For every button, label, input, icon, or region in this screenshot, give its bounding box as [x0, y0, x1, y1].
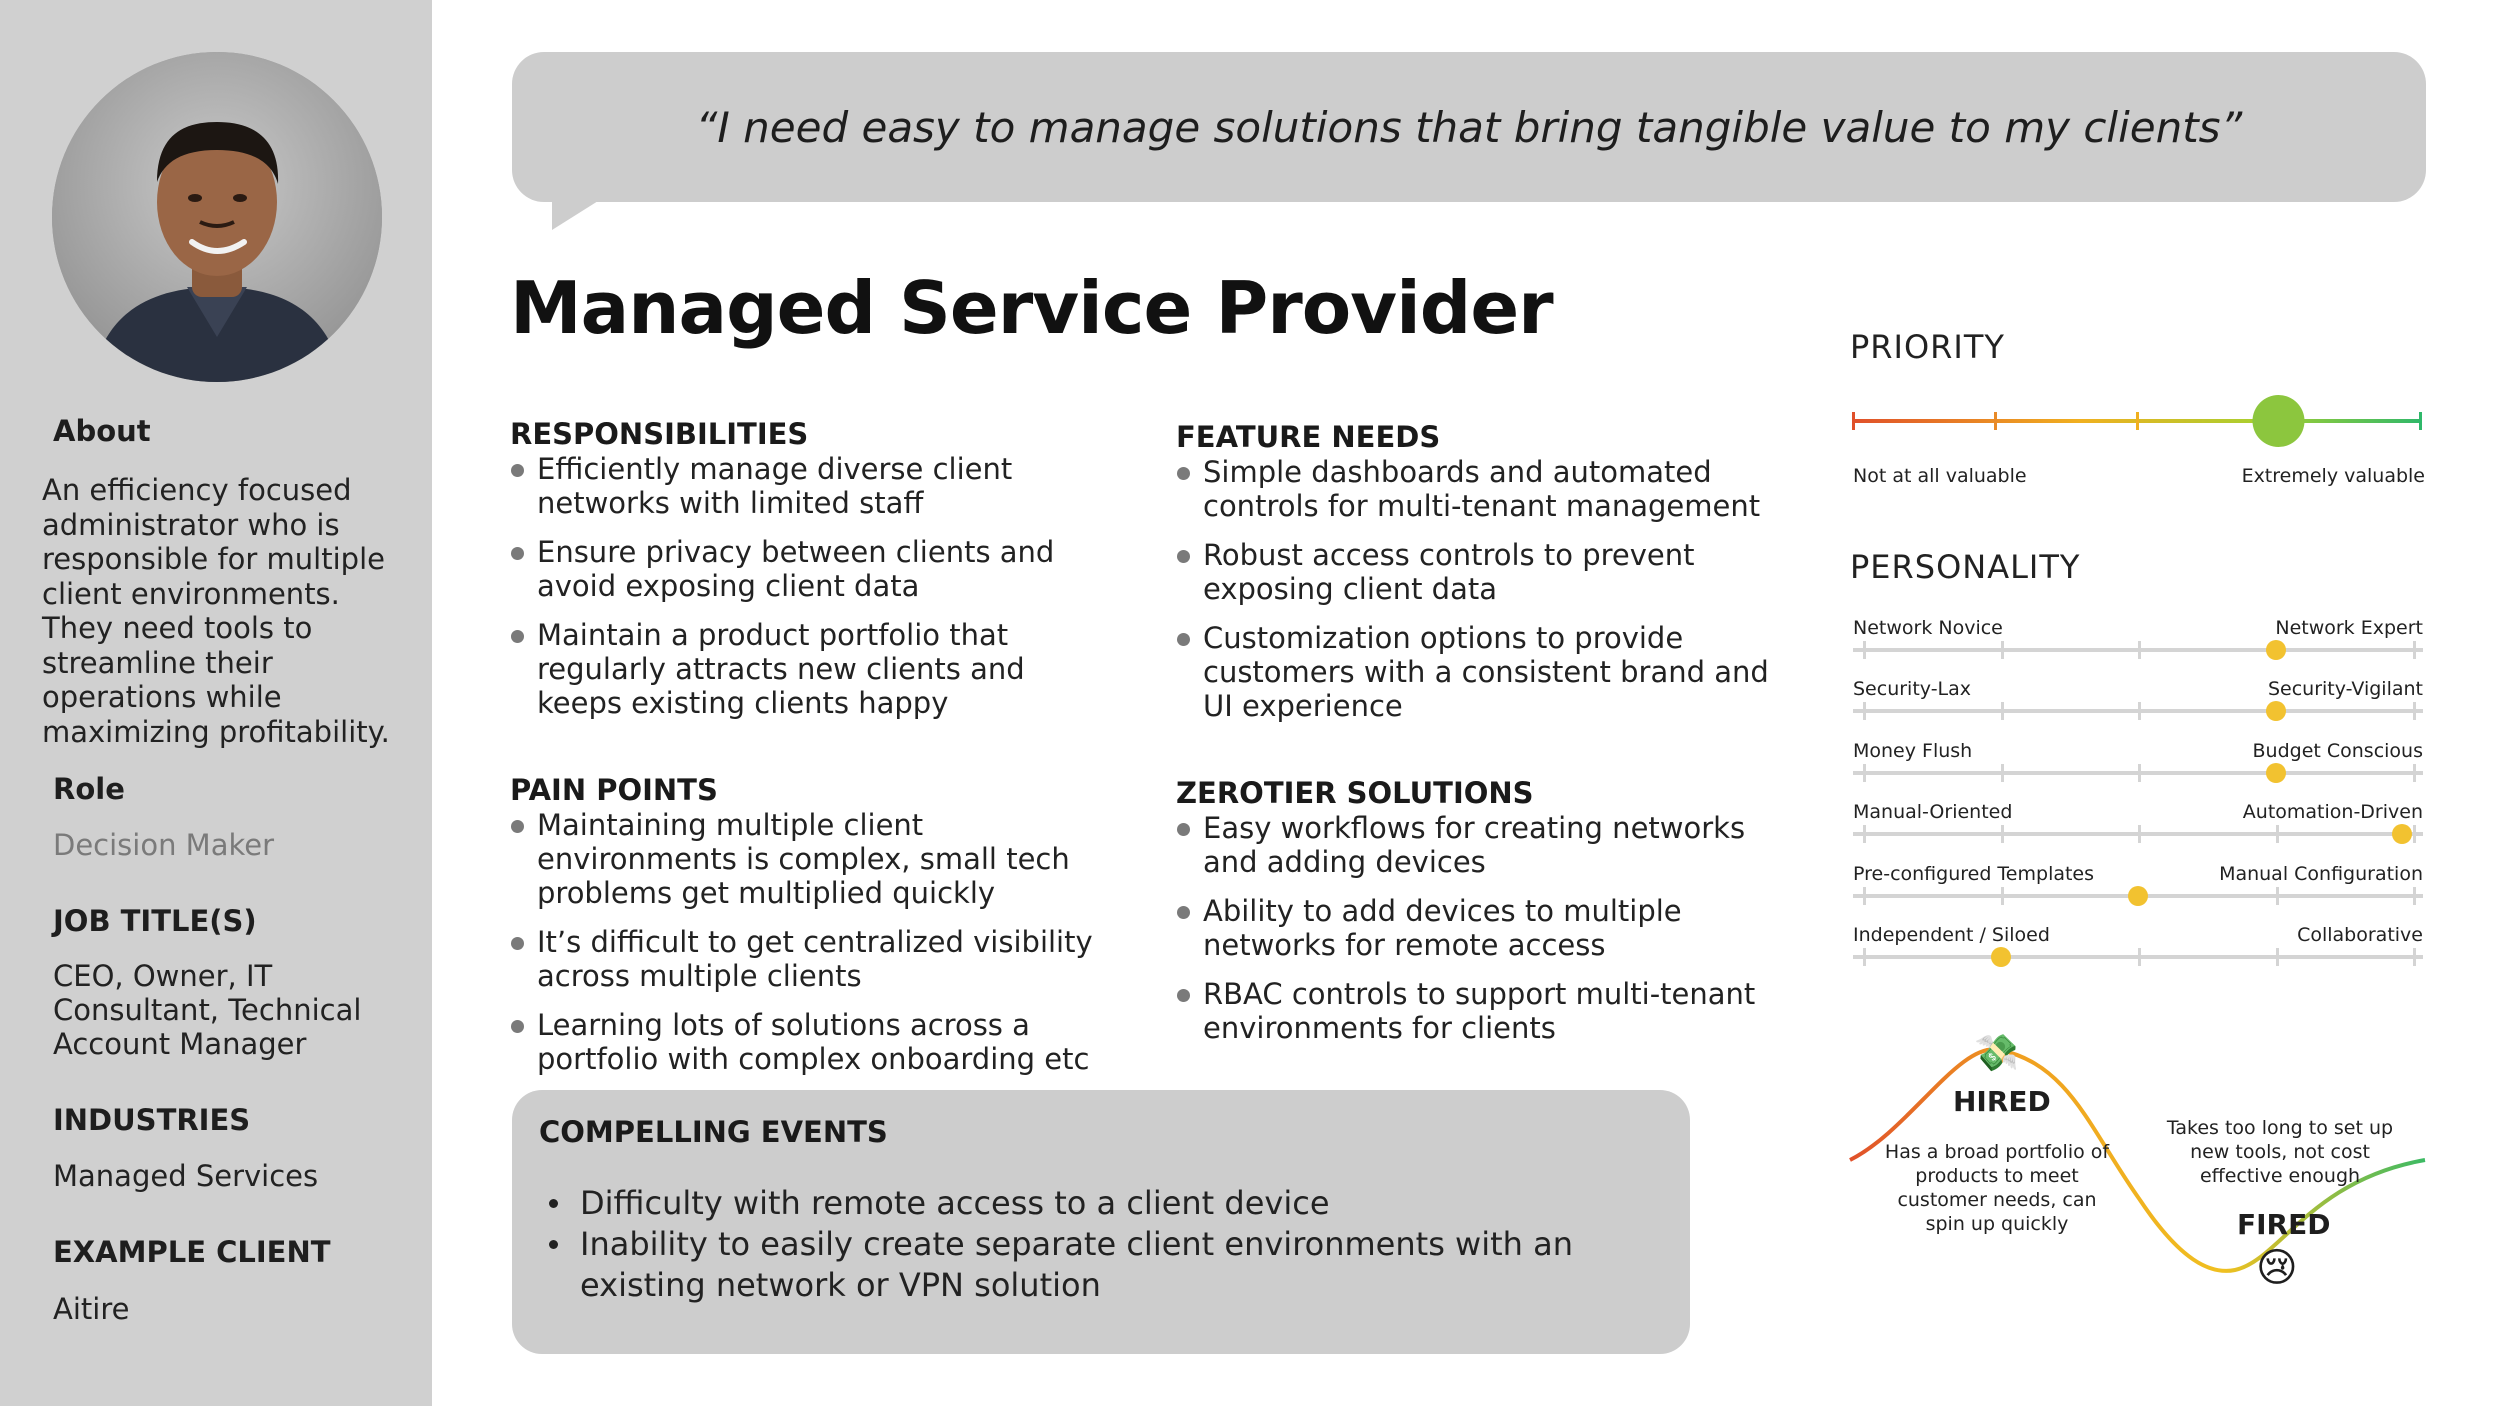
- list-item: Difficulty with remote access to a client device: [545, 1183, 1665, 1224]
- personality-marker: [2392, 824, 2412, 844]
- personality-tick: [2001, 702, 2004, 720]
- list-item: RBAC controls to support multi-tenant environments for clients: [1176, 977, 1776, 1045]
- list-item: Easy workflows for creating networks and adding devices: [1176, 811, 1776, 879]
- avatar: [52, 52, 382, 382]
- list-item: Simple dashboards and automated controls for multi-tenant management: [1176, 455, 1776, 523]
- zerotier-solutions-list: [1176, 811, 1776, 1060]
- personality-tick: [2413, 764, 2416, 782]
- personality-tick: [2138, 702, 2141, 720]
- personality-tick: [2001, 764, 2004, 782]
- personality-tick: [2001, 887, 2004, 905]
- personality-tick: [2138, 641, 2141, 659]
- personality-tick: [2413, 825, 2416, 843]
- personality-tick: [2276, 887, 2279, 905]
- pain-points-heading: PAIN POINTS: [510, 773, 718, 807]
- fired-text: Takes too long to set up new tools, not cost effective enough: [2166, 1117, 2394, 1187]
- pain-points-list: [510, 808, 1100, 1091]
- job-titles-value: CEO, Owner, IT Consultant, Technical Account Manager: [53, 959, 362, 1061]
- personality-tick: [1863, 764, 1866, 782]
- hired-text: Has a broad portfolio of products to meet customer needs, can spin up quickly: [1884, 1141, 2110, 1235]
- example-client-label: EXAMPLE CLIENT: [53, 1235, 331, 1269]
- priority-right-label: Extremely valuable: [2241, 465, 2425, 487]
- priority-marker: [2253, 395, 2305, 447]
- personality-tick: [2276, 825, 2279, 843]
- personality-tick: [2001, 825, 2004, 843]
- personality-marker: [2266, 763, 2286, 783]
- personality-left-label: Security-Lax: [1853, 678, 1972, 701]
- example-client-value: Aitire: [53, 1292, 130, 1326]
- personality-right-label: Budget Conscious: [2252, 739, 2423, 762]
- crying-face-icon: 😢: [2256, 1245, 2298, 1291]
- personality-tick: [2276, 948, 2279, 966]
- personality-marker: [2266, 701, 2286, 721]
- personality-tick: [1863, 887, 1866, 905]
- list-item: Maintaining multiple client environments is complex, small tech problems get multiplied quickly: [510, 808, 1100, 910]
- personality-tick: [2413, 702, 2416, 720]
- personality-tick: [2138, 825, 2141, 843]
- responsibilities-list: [510, 452, 1100, 735]
- personality-marker: [1991, 947, 2011, 967]
- personality-heading: PERSONALITY: [1850, 548, 2081, 586]
- sidebar: [0, 0, 432, 1406]
- personality-tick: [2413, 641, 2416, 659]
- personality-tick: [2138, 764, 2141, 782]
- priority-tick: [2136, 412, 2139, 430]
- list-item: Efficiently manage diverse client networks with limited staff: [510, 452, 1100, 520]
- priority-tick: [2419, 412, 2422, 430]
- job-titles-label: JOB TITLE(S): [53, 904, 257, 938]
- personality-left-label: Independent / Siloed: [1853, 924, 2050, 946]
- priority-tick: [1994, 412, 1997, 430]
- compelling-events-list: [545, 1183, 1665, 1306]
- personality-right-label: Security-Vigilant: [2267, 678, 2423, 701]
- personality-tick: [1863, 948, 1866, 966]
- list-item: Inability to easily create separate client environments with an existing network or VPN solution: [545, 1224, 1665, 1306]
- personality-marker: [2266, 640, 2286, 660]
- personality-tick: [2001, 641, 2004, 659]
- personality-tick: [2413, 948, 2416, 966]
- personality-left-label: Pre-configured Templates: [1853, 862, 2095, 885]
- zerotier-solutions-heading: ZEROTIER SOLUTIONS: [1176, 776, 1534, 810]
- list-item: Customization options to provide customers with a consistent brand and UI experience: [1176, 621, 1776, 723]
- feature-needs-heading: FEATURE NEEDS: [1176, 420, 1441, 454]
- list-item: Ensure privacy between clients and avoid exposing client data: [510, 535, 1100, 603]
- list-item: Ability to add devices to multiple networks for remote access: [1176, 894, 1776, 962]
- personality-right-label: Collaborative: [2297, 924, 2423, 946]
- personality-left-label: Manual-Oriented: [1853, 801, 2013, 824]
- list-item: Robust access controls to prevent exposing client data: [1176, 538, 1776, 606]
- industries-value: Managed Services: [53, 1159, 319, 1193]
- compelling-events-heading: COMPELLING EVENTS: [539, 1115, 888, 1149]
- money-with-wings-icon: 💸: [1974, 1033, 2019, 1074]
- role-label: Role: [53, 772, 125, 806]
- personality-tick: [2413, 887, 2416, 905]
- about-label: About: [53, 414, 151, 448]
- personality-marker: [2128, 886, 2148, 906]
- personality-left-label: Network Novice: [1853, 617, 2003, 639]
- priority-heading: PRIORITY: [1850, 328, 2005, 366]
- priority-tick: [1852, 412, 1855, 430]
- personality-tick: [1863, 825, 1866, 843]
- responsibilities-heading: RESPONSIBILITIES: [510, 417, 809, 451]
- feature-needs-list: [1176, 455, 1776, 738]
- list-item: Learning lots of solutions across a portfolio with complex onboarding etc: [510, 1008, 1100, 1076]
- personality-tick: [1863, 641, 1866, 659]
- fired-label: FIRED: [2237, 1208, 2331, 1241]
- list-item: It’s difficult to get centralized visibility across multiple clients: [510, 925, 1100, 993]
- priority-scale: [1840, 390, 2430, 450]
- hired-label: HIRED: [1953, 1085, 2051, 1118]
- person-photo-icon: [52, 52, 382, 382]
- persona-quote: “I need easy to manage solutions that bring tangible value to my clients”: [695, 102, 2243, 152]
- role-value: Decision Maker: [53, 828, 274, 862]
- personality-left-label: Money Flush: [1853, 739, 1973, 762]
- personality-right-label: Automation-Driven: [2242, 801, 2423, 824]
- list-item: Maintain a product portfolio that regularly attracts new clients and keeps existing clients happy: [510, 618, 1100, 720]
- personality-right-label: Network Expert: [2275, 617, 2423, 639]
- personality-tick: [2138, 948, 2141, 966]
- priority-left-label: Not at all valuable: [1853, 465, 2027, 487]
- industries-label: INDUSTRIES: [53, 1103, 251, 1137]
- page-title: Managed Service Provider: [510, 266, 1553, 350]
- personality-right-label: Manual Configuration: [2219, 862, 2423, 885]
- about-text: An efficiency focused administrator who is responsible for multiple client environments. They need tools to streamline their operations while maximizing profitability.: [42, 473, 390, 749]
- personality-tick: [1863, 702, 1866, 720]
